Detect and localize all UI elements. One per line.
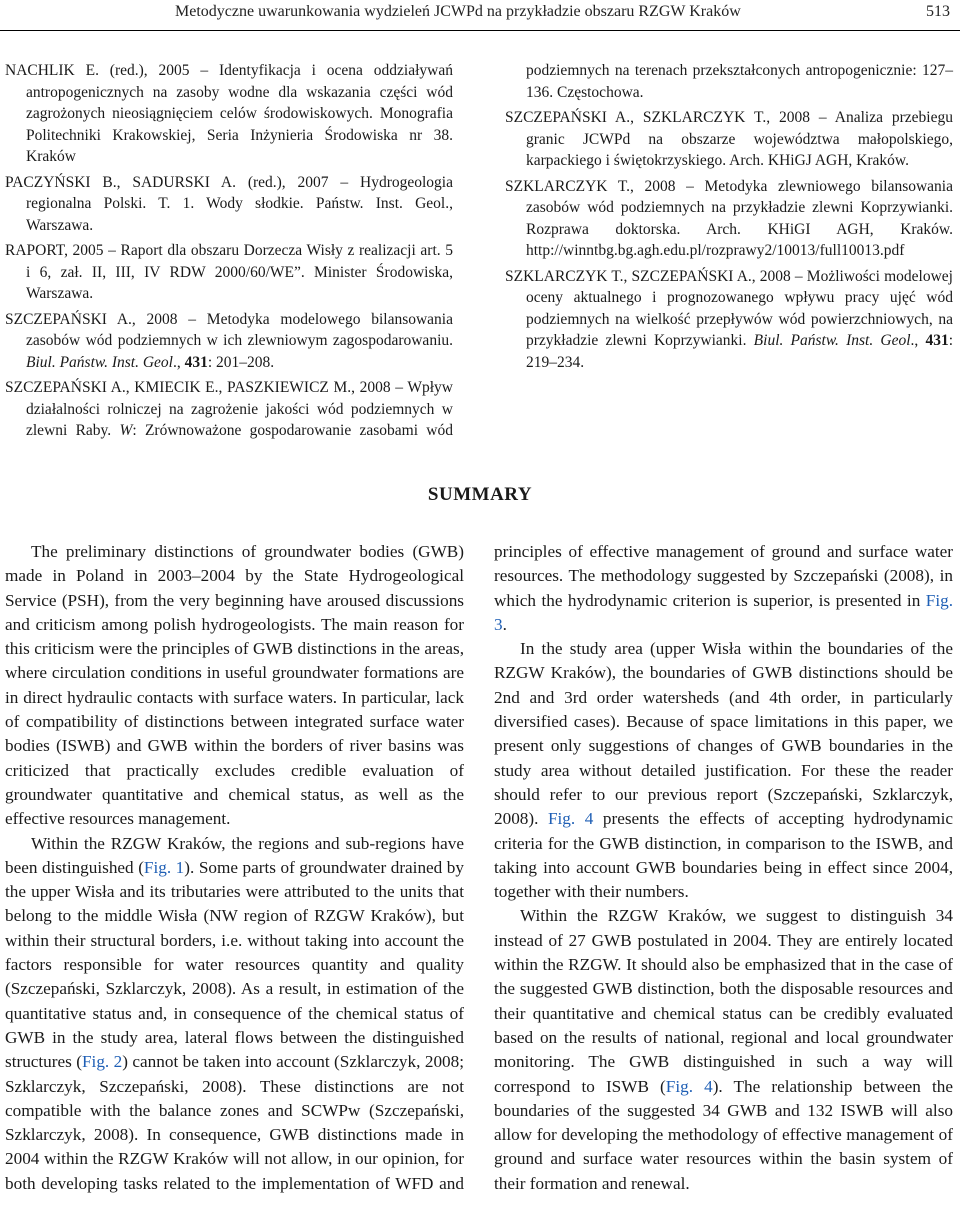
reference-item: SZKLARCZYK T., 2008 – Metodyka zlewniowego bilansowania zasobów wód podziemnych na przykładzie zlewni Koprzywianki. Rozprawa doktorska. Arch. KHiGI AGH, Kraków. http://winntbg.bg.agh.edu.pl/rozprawy2/10013/full10013.pdf: [505, 177, 953, 259]
summary-paragraph: In the study area (upper Wisła within the boundaries of the RZGW Kraków), the boundaries of GWB distinctions should be 2nd and 3rd order watersheds (and 4th order, in particularly diversified cases). Because of space limitations in this paper, we present only suggestions of changes of GWB boundaries in the study area without detailed justification. For these the reader should refer to our previous report (Szczepański, Szklarczyk, 2008). Fig. 4 presents the effects of accepting hydrodynamic criteria for the GWB distinction, in comparison to the ISWB, and taking into account GWB boundaries being in effect since 2004, together with their numbers.: [494, 639, 953, 902]
summary-heading: SUMMARY: [427, 484, 533, 505]
journal-name: Biul. Państw. Inst. Geol: [26, 353, 173, 371]
reference-item: SZCZEPAŃSKI A., KMIECIK E., PASZKIEWICZ M., 2008 – Wpływ działalności rolniczej na zagrożenie jakości wód podziemnych w zlewni Raby. W: Zrównoważone gospodarowanie zasobami wód podziemnych na terenach przekształconych antropogenicznie: 127–136. Częstochowa.: [5, 62, 953, 439]
fig-4-link[interactable]: Fig. 4: [547, 809, 594, 829]
summary-body: [5, 540, 953, 1216]
reference-item: PACZYŃSKI B., SADURSKI A. (red.), 2007 – Hydrogeologia regionalna Polski. T. 1. Wody słodkie. Państw. Inst. Geol., Warszawa.: [5, 173, 453, 234]
reference-item: SZKLARCZYK T., SZCZEPAŃSKI A., 2008 – Możliwości modelowej oceny aktualnego i prognozowanego wpływu pracy ujęć wód podziemnych na wielkość przepływów wód powierzchniowych, na przykładzie zlewni Koprzywianki. Biul. Państw. Inst. Geol., 431: 219–234.: [505, 267, 953, 371]
summary-paragraph: The preliminary distinctions of groundwater bodies (GWB) made in Poland in 2003–2004 by the State Hydrogeological Service (PSH), from the very beginning have aroused discussions and criticism among polish hydrogeologists. The main reason for this criticism were the principles of GWB distinctions in the areas, where circulation conditions in useful groundwater formations are in direct hydraulic contacts with surface waters. In particular, lack of compatibility of distinctions between integrated surface water bodies (ISWB) and GWB within the borders of river basins was criticized that practically excludes credible evaluation of groundwater quantitative and chemical status, as well as the effective resources management.: [5, 542, 464, 829]
journal-volume: 431: [925, 332, 949, 349]
references-list: [5, 60, 953, 460]
fig-3-link[interactable]: Fig. 3: [494, 590, 953, 634]
summary-paragraph: Within the RZGW Kraków, the regions and sub-regions have been distinguished (Fig. 1). Some parts of groundwater drained by the upper Wisła and its tributaries were attributed to the units that belong to the middle Wisła (NW region of RZGW Kraków), but within their structural borders, i.e. without taking into account the factors responsible for water resources quantity and quality (Szczepański, Szklarczyk, 2008). As a result, in estimation of the quantitative status and, in consequence of the chemical status of GWB in the study area, lateral flows between the distinguished structures (Fig. 2) cannot be taken into account (Szklarczyk, 2008; Szklarczyk, Szczepański, 2008). These distinctions are not compatible with the balance zones and SCWPw (Szczepański, Szklarczyk, 2008). In consequence, GWB distinctions made in 2004 within the RZGW Kraków will not allow, in our opinion, for both developing tasks related to the implementation of WFD and principles of effective management of ground and surface water resources. The methodology suggested by Szczepański (2008), in which the hydrodynamic criterion is superior, is presented in Fig. 3.: [5, 542, 953, 1193]
summary-paragraph: Within the RZGW Kraków, we suggest to distinguish 34 instead of 27 GWB postulated in 2004. They are entirely located within the RZGW. It should also be emphasized that in the case of the suggested GWB distinction, both the disposable resources and their quantitative and chemical status can be credibly evaluated based on the results of national, regional and local groundwater monitoring. The GWB distinguished in such a way will correspond to ISWB (Fig. 4). The relationship between the boundaries of the suggested 34 GWB and 132 ISWB will also allow for developing the methodology of effective management of ground and surface water resources within the basin system of their formation and renewal.: [494, 906, 953, 1193]
running-title: Metodyczne uwarunkowania wydzieleń JCWPd na przykładzie obszaru RZGW Kraków: [175, 3, 741, 20]
page-number: 513: [926, 3, 950, 20]
reference-item: SZCZEPAŃSKI A., SZKLARCZYK T., 2008 – Analiza przebiegu granic JCWPd na obszarze województwa małopolskiego, karpackiego i świętokrzyskiego. Arch. KHiGJ AGH, Kraków.: [505, 109, 953, 169]
journal-volume: 431: [184, 353, 208, 371]
reference-item: RAPORT, 2005 – Raport dla obszaru Dorzecza Wisły z realizacji art. 5 i 6, zał. II, III, IV RDW 2000/60/WE”. Minister Środowiska, Warszawa.: [5, 242, 453, 302]
fig-1-link[interactable]: Fig. 1: [143, 857, 185, 877]
fig-2-link[interactable]: Fig. 2: [81, 1052, 123, 1072]
fig-4-link[interactable]: Fig. 4: [665, 1076, 713, 1096]
reference-item: NACHLIK E. (red.), 2005 – Identyfikacja i ocena oddziaływań antropogenicznych na zasoby wodne dla wskazania części wód zagrożonych nieosiągnięciem celów środowiskowych. Monografia Politechniki Krakowskiej, Seria Inżynieria Środowiska nr 38. Kraków: [5, 62, 453, 165]
running-header: [0, 0, 960, 31]
in-marker: W: [119, 422, 133, 439]
reference-item: SZCZEPAŃSKI A., 2008 – Metodyka modelowego bilansowania zasobów wód podziemnych w ich zlewniowym zagospodarowaniu. Biul. Państw. Inst. Geol., 431: 201–208.: [5, 310, 453, 371]
journal-name: Biul. Państw. Inst. Geol: [753, 332, 911, 349]
